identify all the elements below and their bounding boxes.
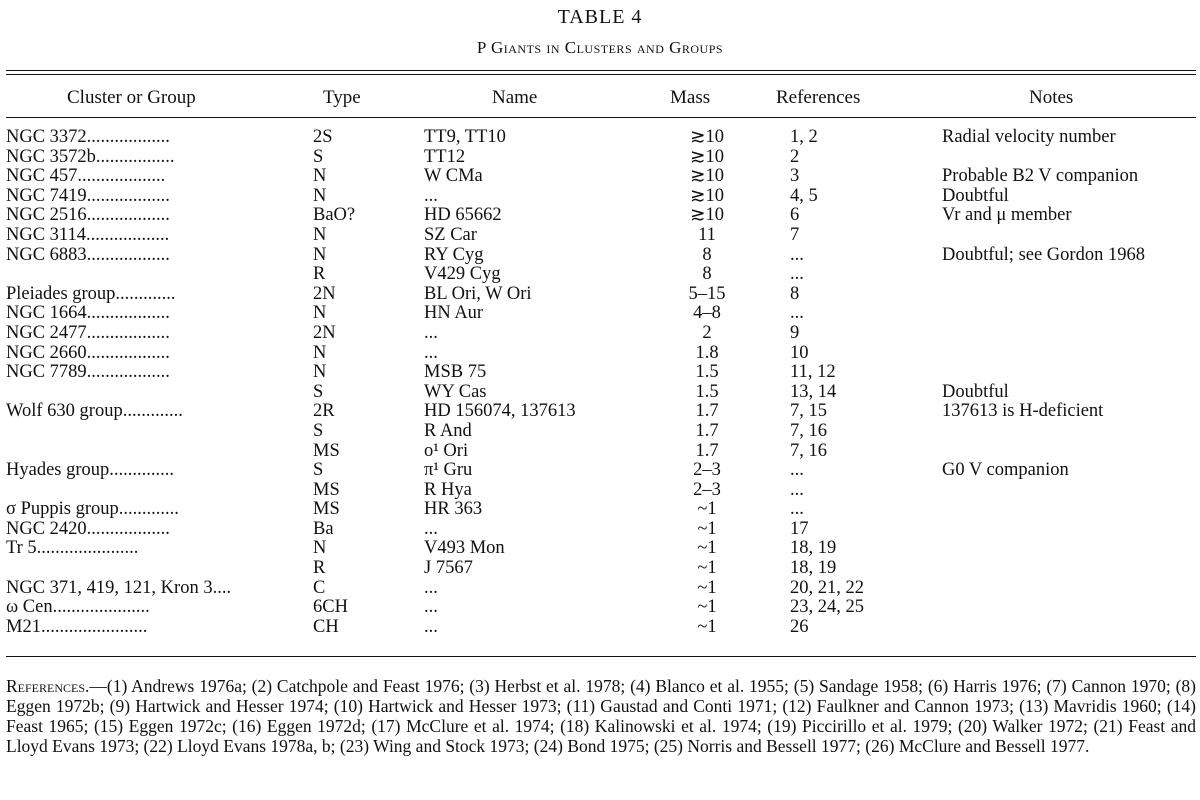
cell-name: V429 Cyg (424, 264, 501, 285)
cell-type: 2N (313, 322, 336, 343)
cell-references: ... (790, 244, 804, 265)
cell-cluster: NGC 2516.................. (6, 206, 170, 226)
table-row (0, 383, 1200, 403)
cell-mass: 2–3 (693, 460, 721, 481)
cell-references: 9 (790, 322, 800, 343)
table-row (0, 559, 1200, 579)
cell-name: ... (424, 597, 438, 618)
table-row (0, 461, 1200, 481)
cell-mass: ≳10 (689, 185, 724, 206)
cell-notes: Probable B2 V companion (942, 166, 1139, 187)
cell-name: R And (424, 420, 472, 441)
table-row (0, 363, 1200, 383)
table-row (0, 539, 1200, 559)
cell-type: MS (313, 479, 340, 500)
cell-mass: 8 (702, 264, 712, 285)
cell-notes: Doubtful (942, 381, 1009, 402)
cell-name: TT12 (424, 146, 466, 167)
cell-mass: 11 (698, 224, 716, 245)
cell-name: ... (424, 616, 438, 637)
cell-cluster: Tr 5...................... (6, 539, 139, 559)
cell-references: ... (790, 460, 804, 481)
cell-name: SZ Car (424, 224, 477, 245)
cell-references: 2 (790, 146, 800, 167)
cell-cluster: NGC 6883.................. (6, 245, 170, 265)
cell-notes: G0 V companion (942, 460, 1069, 481)
cell-type: N (313, 362, 327, 383)
cell-cluster: NGC 457................... (6, 167, 166, 187)
cell-cluster: Pleiades group............. (6, 284, 176, 304)
cell-notes: 137613 is H-deficient (942, 401, 1104, 422)
cell-mass: ≳10 (689, 127, 724, 147)
cell-type: BaO? (313, 205, 356, 226)
references-footnote (6, 676, 1196, 756)
cell-references: 6 (790, 205, 800, 226)
cell-mass: ~1 (697, 538, 717, 559)
cell-name: RY Cyg (424, 244, 484, 265)
table-row (0, 402, 1200, 422)
cell-type: N (313, 185, 327, 206)
cell-cluster: M21....................... (6, 617, 148, 637)
cell-mass: ~1 (697, 558, 717, 579)
cell-mass: 1.7 (695, 420, 719, 441)
header-type: Type (323, 87, 361, 108)
cell-references: ... (790, 499, 804, 520)
cell-name: TT9, TT10 (424, 127, 506, 147)
table-row (0, 148, 1200, 168)
cell-notes: Doubtful; see Gordon 1968 (942, 244, 1145, 265)
table-row (0, 500, 1200, 520)
cell-references: 10 (790, 342, 809, 363)
table-row (0, 481, 1200, 501)
cell-name: HD 65662 (424, 205, 502, 226)
table-row (0, 598, 1200, 618)
table-row (0, 579, 1200, 599)
cell-type: S (313, 146, 324, 167)
table-row (0, 304, 1200, 324)
cell-references: 26 (790, 616, 809, 637)
cell-mass: 2 (702, 322, 712, 343)
cell-type: N (313, 342, 327, 363)
cell-type: N (313, 166, 327, 187)
cell-name: o¹ Ori (424, 440, 469, 461)
cell-references: 3 (790, 166, 800, 187)
cell-cluster: NGC 3572b................. (6, 147, 175, 167)
cell-references: 7 (790, 224, 800, 245)
cell-cluster: NGC 7419.................. (6, 186, 170, 206)
cell-notes: Radial velocity number (942, 127, 1116, 147)
cell-mass: 5–15 (688, 283, 726, 304)
cell-name: W CMa (424, 166, 483, 187)
cell-mass: 1.7 (695, 401, 719, 422)
cell-type: S (313, 420, 324, 441)
footnote-text: —(1) Andrews 1976a; (2) Catchpole and Feast 1976; (3) Herbst et al. 1978; (4) Blanco et al. 1955; (5) Sandage 1958; (6) Harris 1976; (7) Cannon 1970; (8) Eggen 1972b; (9) Hartwick and Hesser 1974; (10) Hartwick and Hesser 1973; (11) Gaustad and Conti 1971; (12) Faulkner and Cannon 1973; (13) Mavridis 1960; (14) Feast 1965; (15) Eggen 1972c; (16) Eggen 1972d; (17) McClure et al. 1974; (18) Kalinowski et al. 1974; (19) Piccirillo et al. 1979; (20) Walker 1972; (21) Feast and Lloyd Evans 1973; (22) Lloyd Evans 1978a, b; (23) Wing and Stock 1973; (24) Bond 1975; (25) Norris and Bessell 1977; (26) McClure and Bessell 1977. (6, 676, 1196, 756)
cell-cluster: NGC 3372.................. (6, 128, 170, 147)
cell-mass: ≳10 (689, 146, 724, 167)
top-rule-double (6, 74, 1196, 75)
top-rule (6, 70, 1196, 71)
cell-name: ... (424, 322, 438, 343)
header-notes: Notes (1029, 87, 1074, 108)
cell-cluster: NGC 371, 419, 121, Kron 3.... (6, 578, 232, 598)
cell-name: π¹ Gru (424, 460, 473, 481)
cell-references: 7, 16 (790, 420, 827, 441)
table-title: TABLE 4 (557, 6, 643, 28)
cell-type: N (313, 224, 327, 245)
cell-type: MS (313, 440, 340, 461)
cell-type: S (313, 460, 324, 481)
cell-name: ... (424, 518, 438, 539)
cell-mass: ~1 (697, 616, 717, 637)
cell-references: 17 (790, 518, 809, 539)
cell-type: N (313, 538, 327, 559)
cell-cluster: NGC 2660.................. (6, 343, 170, 363)
cell-cluster: σ Puppis group............. (6, 500, 179, 520)
table-row (0, 442, 1200, 462)
cell-type: 2N (313, 283, 336, 304)
cell-name: WY Cas (424, 381, 487, 402)
cell-references: 20, 21, 22 (790, 577, 864, 598)
cell-cluster: NGC 2420.................. (6, 519, 170, 539)
cell-name: ... (424, 577, 438, 598)
table-subtitle: P Giants in Clusters and Groups (476, 38, 724, 57)
cell-mass: 1.5 (695, 362, 719, 383)
header-references: References (776, 87, 861, 108)
table-row (0, 128, 1200, 148)
cell-references: 7, 15 (790, 401, 827, 422)
cell-references: 1, 2 (790, 127, 818, 147)
table-row (0, 226, 1200, 246)
cell-type: N (313, 244, 327, 265)
table-row (0, 324, 1200, 344)
table-row (0, 265, 1200, 285)
cell-references: 13, 14 (790, 381, 837, 402)
cell-name: J 7567 (424, 558, 473, 579)
cell-mass: ≳10 (689, 166, 724, 187)
header-mass: Mass (670, 87, 711, 108)
table-row (0, 422, 1200, 442)
header-cluster: Cluster or Group (67, 87, 196, 108)
cell-type: 2S (313, 127, 333, 147)
cell-references: ... (790, 264, 804, 285)
cell-name: ... (424, 185, 438, 206)
cell-name: HN Aur (424, 303, 484, 324)
cell-type: N (313, 303, 327, 324)
cell-references: 18, 19 (790, 538, 837, 559)
cell-name: R Hya (424, 479, 472, 500)
cell-name: MSB 75 (424, 362, 487, 383)
cell-mass: ~1 (697, 597, 717, 618)
cell-name: BL Ori, W Ori (424, 283, 532, 304)
cell-references: ... (790, 303, 804, 324)
cell-references: 7, 16 (790, 440, 827, 461)
cell-cluster: NGC 7789.................. (6, 363, 170, 383)
cell-references: 8 (790, 283, 800, 304)
cell-references: 4, 5 (790, 185, 818, 206)
cell-type: 2R (313, 401, 335, 422)
table-row (0, 246, 1200, 266)
table-body (0, 128, 1200, 637)
bottom-rule (6, 656, 1196, 657)
cell-mass: ≳10 (689, 205, 724, 226)
cell-mass: 1.7 (695, 440, 719, 461)
cell-mass: 1.8 (695, 342, 719, 363)
cell-notes: Doubtful (942, 185, 1009, 206)
table-row (0, 167, 1200, 187)
cell-cluster: ω Cen..................... (6, 598, 150, 618)
table-row (0, 187, 1200, 207)
table-row (0, 285, 1200, 305)
cell-type: CH (313, 616, 339, 637)
cell-mass: 4–8 (693, 303, 721, 324)
cell-notes: Vr and μ member (942, 205, 1072, 226)
cell-type: R (313, 264, 326, 285)
cell-type: R (313, 558, 326, 579)
cell-references: ... (790, 479, 804, 500)
cell-name: HR 363 (424, 499, 483, 520)
cell-mass: ~1 (697, 518, 717, 539)
table-row (0, 520, 1200, 540)
table-row (0, 618, 1200, 638)
cell-name: ... (424, 342, 438, 363)
cell-type: 6CH (313, 597, 348, 618)
header-name: Name (492, 87, 538, 108)
cell-cluster: Hyades group.............. (6, 461, 175, 481)
cell-references: 18, 19 (790, 558, 837, 579)
cell-cluster: NGC 1664.................. (6, 304, 170, 324)
table-row (0, 344, 1200, 364)
cell-references: 11, 12 (790, 362, 836, 383)
cell-mass: 1.5 (695, 381, 719, 402)
cell-name: V493 Mon (424, 538, 505, 559)
cell-mass: ~1 (697, 499, 717, 520)
cell-cluster: NGC 3114.................. (6, 225, 170, 245)
header-rule (6, 117, 1196, 118)
cell-type: MS (313, 499, 340, 520)
cell-type: Ba (313, 518, 334, 539)
table-row (0, 206, 1200, 226)
cell-mass: 8 (702, 244, 712, 265)
cell-cluster: Wolf 630 group............. (6, 402, 183, 422)
cell-mass: ~1 (697, 577, 717, 598)
cell-name: HD 156074, 137613 (424, 401, 576, 422)
cell-type: S (313, 381, 324, 402)
cell-type: C (313, 577, 326, 598)
cell-cluster: NGC 2477.................. (6, 323, 170, 343)
cell-references: 23, 24, 25 (790, 597, 864, 618)
cell-mass: 2–3 (693, 479, 721, 500)
footnote-lead: References. (6, 676, 90, 696)
